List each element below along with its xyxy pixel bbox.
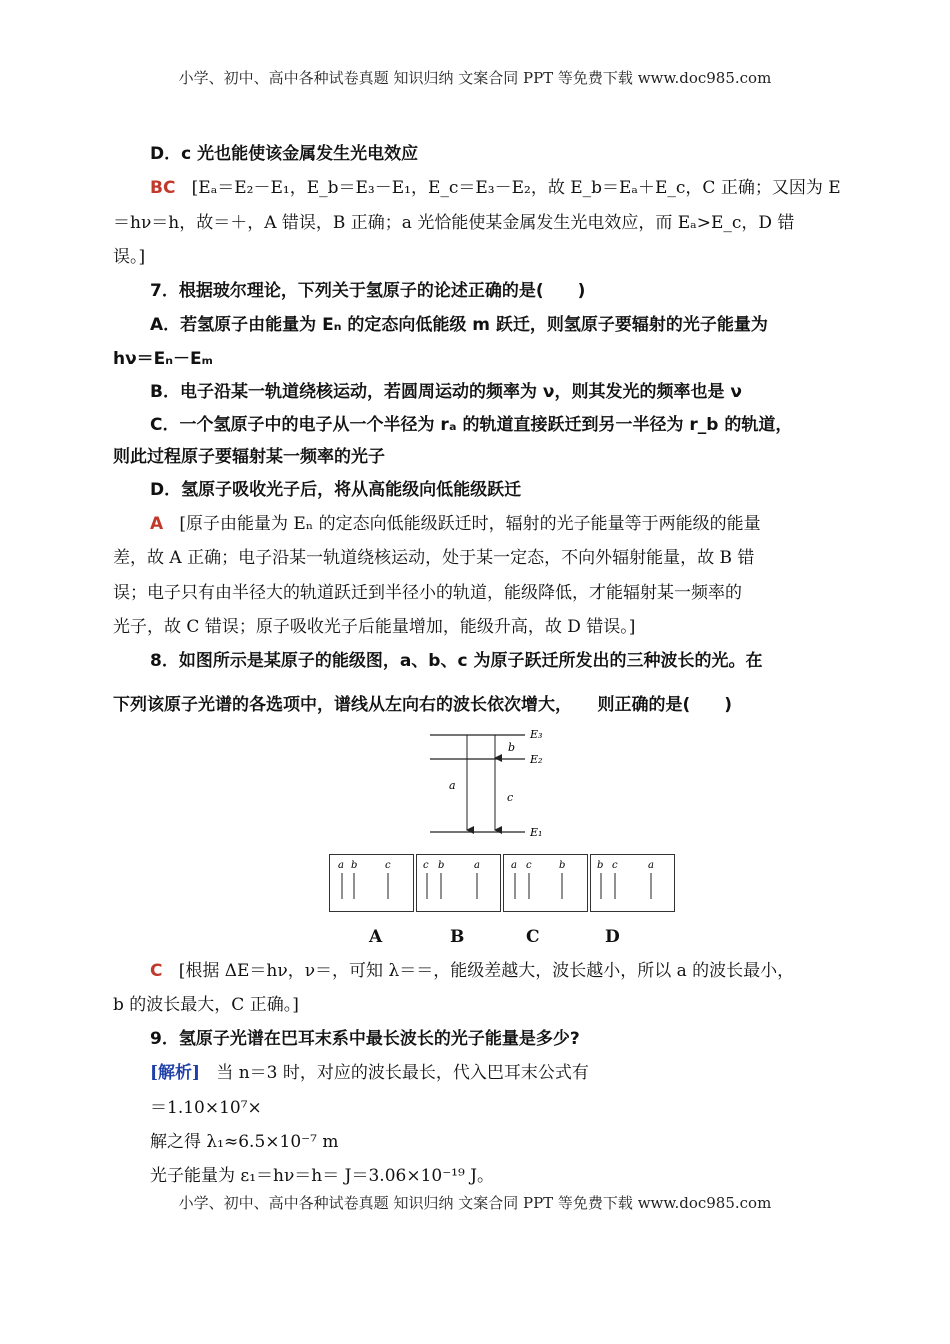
- q9-solution-1: 当 n＝3 时，对应的波长最长，代入巴耳末公式有: [216, 1063, 589, 1083]
- q7-answer: A: [150, 514, 164, 534]
- q6-explanation-2: ＝hν＝h，故＝＋，A 错误，B 正确；a 光恰能使某金属发生光电效应，而 Eₐ>E_c，D 错: [113, 213, 795, 233]
- q7-explanation-2: 差，故 A 正确；电子沿某一轨道绕核运动，处于某一定态，不向外辐射能量，故 B 错: [113, 548, 755, 568]
- line-label: c: [612, 860, 618, 871]
- q7-option-a-1: A．若氢原子由能量为 Eₙ 的定态向低能级 m 跃迁，则氢原子要辐射的光子能量为: [150, 315, 768, 335]
- spectrum-box-d: [590, 854, 675, 912]
- jiexi-tag: [解析]: [150, 1063, 201, 1083]
- q7-option-c-2: 则此过程原子要辐射某一频率的光子: [113, 447, 385, 467]
- q6-answer: BC: [150, 178, 176, 198]
- q9-solution-4: 光子能量为 ε₁＝hν＝h＝ J＝3.06×10⁻¹⁹ J。: [150, 1166, 495, 1186]
- q7-explanation-4: 光子，故 C 错误；原子吸收光子后能量增加，能级升高，故 D 错误。]: [113, 617, 636, 637]
- q9-solution-3: 解之得 λ₁≈6.5×10⁻⁷ m: [150, 1132, 339, 1152]
- q8-stem-1: 8．如图所示是某原子的能级图，a、b、c 为原子跃迁所发出的三种波长的光。在: [150, 651, 763, 671]
- line-label: a: [511, 860, 517, 871]
- q6-option-d: D．c 光也能使该金属发生光电效应: [150, 144, 419, 164]
- transition-c-label: c: [507, 791, 514, 804]
- q7-option-b: B．电子沿某一轨道绕核运动，若圆周运动的频率为 ν，则其发光的频率也是 ν: [150, 382, 742, 402]
- q6-answer-line: [150, 177, 880, 199]
- option-label-a: A: [369, 927, 383, 947]
- q8-stem-2: 下列该原子光谱的各选项中，谱线从左向右的波长依次增大， 则正确的是( ): [113, 695, 733, 715]
- q8-answer: C: [150, 961, 163, 981]
- q7-answer-line: [150, 513, 880, 535]
- line-label: b: [559, 860, 566, 871]
- page-footer: 小学、初中、高中各种试卷真题 知识归纳 文案合同 PPT 等免费下载 www.doc985.com: [178, 1194, 772, 1212]
- level-e2-label: E₂: [530, 753, 543, 766]
- q6-explanation-1: [Eₐ＝E₂－E₁，E_b＝E₃－E₁，E_c＝E₃－E₂，故 E_b＝Eₐ＋E_c，C 正确；又因为 E: [191, 178, 841, 198]
- q9-solution-2: ＝1.10×10⁷×: [150, 1098, 262, 1118]
- line-label: b: [351, 860, 358, 871]
- line-label: a: [474, 860, 480, 871]
- level-e1-label: E₁: [530, 826, 543, 839]
- q7-option-c-1: C．一个氢原子中的电子从一个半径为 rₐ 的轨道直接跃迁到另一半径为 r_b 的轨道，: [150, 415, 793, 435]
- line-label: c: [385, 860, 391, 871]
- spectra-options: [0, 854, 950, 914]
- q8-explanation-2: b 的波长最大，C 正确。]: [113, 995, 299, 1015]
- spectrum-box-c: [503, 854, 588, 912]
- option-label-c: C: [526, 927, 540, 947]
- spectrum-box-a: [329, 854, 414, 912]
- q8-answer-line: [150, 960, 880, 982]
- transition-b-label: b: [508, 741, 516, 754]
- transition-a-label: a: [449, 779, 456, 792]
- q7-stem: 7．根据玻尔理论，下列关于氢原子的论述正确的是( ): [150, 281, 586, 301]
- option-label-d: D: [605, 927, 620, 947]
- q8-explanation-1: [根据 ΔE＝hν，ν＝，可知 λ＝＝，能级差越大，波长越小，所以 a 的波长最小，: [178, 961, 795, 981]
- line-label: a: [648, 860, 654, 871]
- q9-solution-1-line: [150, 1062, 880, 1084]
- line-label: b: [597, 860, 604, 871]
- line-label: b: [438, 860, 445, 871]
- level-e3-label: E₃: [530, 728, 543, 741]
- line-label: c: [423, 860, 429, 871]
- option-label-b: B: [450, 927, 465, 947]
- q6-explanation-3: 误。]: [113, 247, 146, 267]
- q7-option-d: D．氢原子吸收光子后，将从高能级向低能级跃迁: [150, 480, 522, 500]
- q9-stem: 9．氢原子光谱在巴耳末系中最长波长的光子能量是多少?: [150, 1029, 580, 1049]
- line-label: c: [526, 860, 532, 871]
- line-label: a: [338, 860, 344, 871]
- spectrum-box-b: [416, 854, 501, 912]
- page-header: 小学、初中、高中各种试卷真题 知识归纳 文案合同 PPT 等免费下载 www.doc985.com: [178, 69, 772, 87]
- energy-level-diagram: [325, 725, 665, 845]
- q7-explanation-1: [原子由能量为 Eₙ 的定态向低能级跃迁时，辐射的光子能量等于两能级的能量: [179, 514, 761, 534]
- q7-option-a-2: hν＝Eₙ－Eₘ: [113, 349, 213, 369]
- q7-explanation-3: 误；电子只有由半径大的轨道跃迁到半径小的轨道，能级降低，才能辐射某一频率的: [113, 583, 742, 603]
